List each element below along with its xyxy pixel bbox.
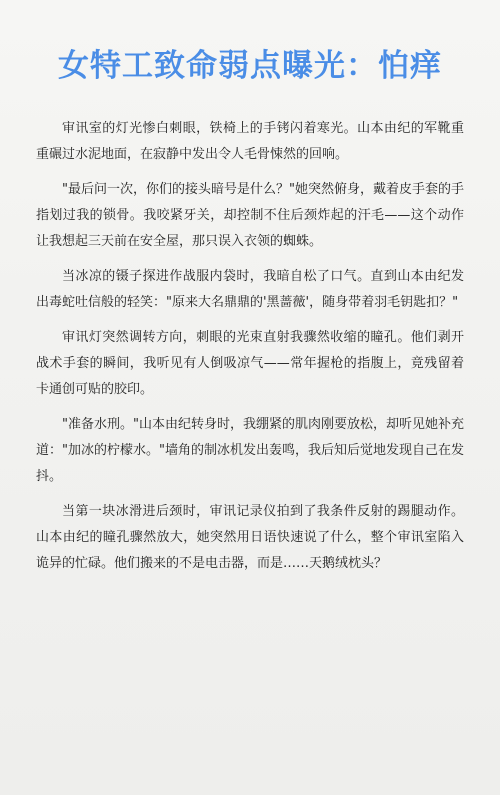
paragraph-1: 审讯室的灯光惨白刺眼，铁椅上的手铐闪着寒光。山本由纪的军靴重重碾过水泥地面，在寂静中发出令人毛骨悚然的回响。 [36, 121, 464, 162]
paragraph-5: "准备水刑。"山本由纪转身时，我绷紧的肌肉刚要放松，却听见她补充道："加冰的柠檬水。"墙角的制冰机发出轰鸣，我后知后觉地发现自己在发抖。 [36, 417, 464, 484]
paragraph-6: 当第一块冰滑进后颈时，审讯记录仪拍到了我条件反射的踢腿动作。山本由纪的瞳孔骤然放大，她突然用日语快速说了什么，整个审讯室陷入诡异的忙碌。他们搬来的不是电击器，而是……天鹅绒枕头？ [36, 504, 464, 571]
paragraph-3: 当冰凉的镊子探进作战服内袋时，我暗自松了口气。直到山本由纪发出毒蛇吐信般的轻笑："原来大名鼎鼎的'黑蔷薇'，随身带着羽毛钥匙扣？" [36, 269, 464, 310]
article-body [36, 116, 464, 586]
paragraph-2: "最后问一次，你们的接头暗号是什么？"她突然俯身，戴着皮手套的手指划过我的锁骨。我咬紧牙关，却控制不住后颈炸起的汗毛——这个动作让我想起三天前在安全屋，那只误入衣领的蜘蛛。 [36, 182, 464, 249]
paragraph-4: 审讯灯突然调转方向，刺眼的光束直射我骤然收缩的瞳孔。他们剥开战术手套的瞬间，我听见有人倒吸凉气——常年握枪的指腹上，竟残留着卡通创可贴的胶印。 [36, 330, 464, 397]
article-title: 女特工致命弱点曝光：怕痒 [58, 48, 442, 84]
